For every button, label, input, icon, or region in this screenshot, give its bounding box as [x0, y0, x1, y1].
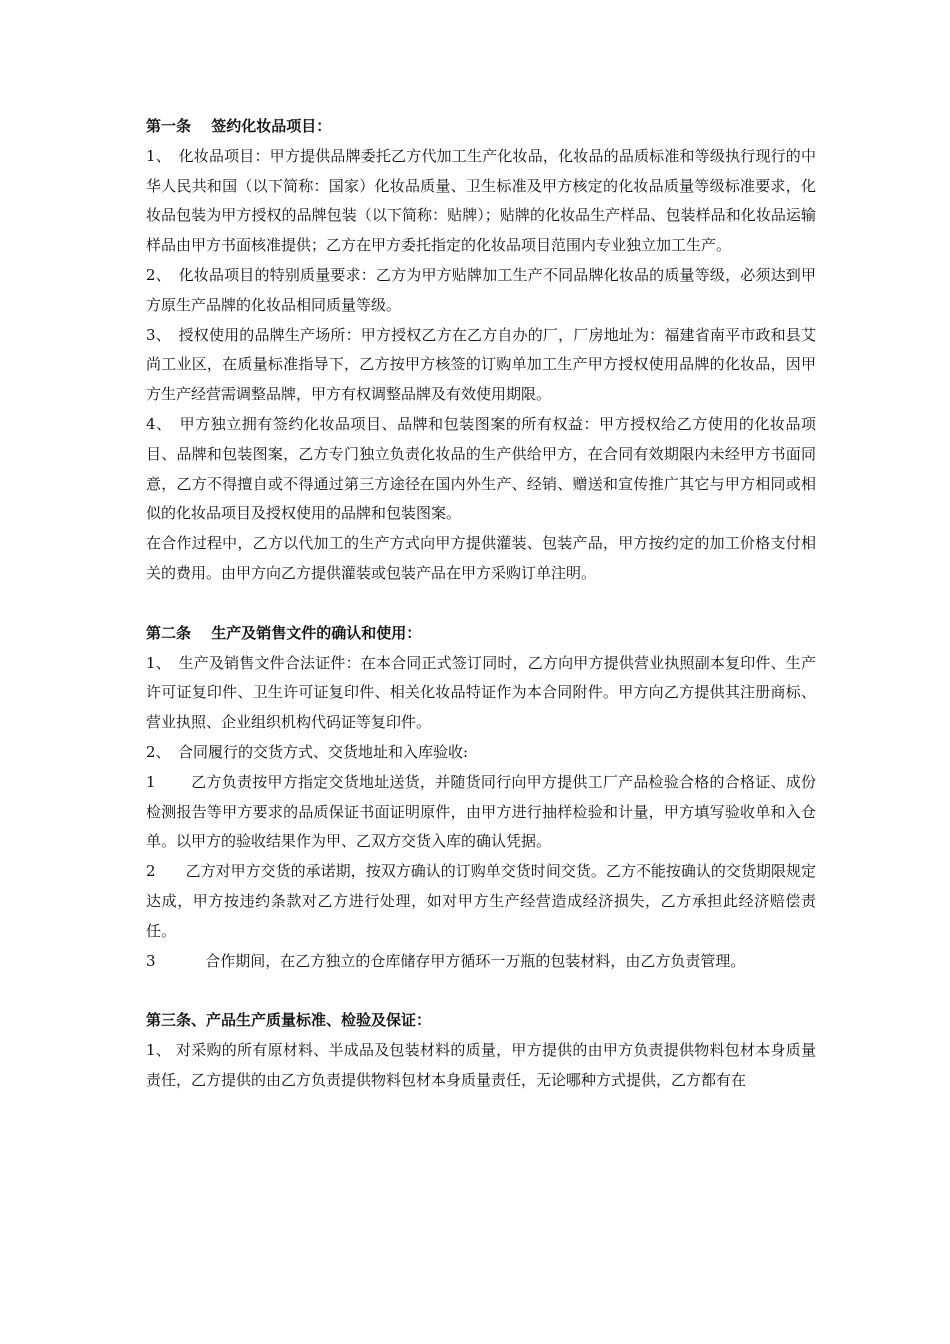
article-1-paragraph: 在合作过程中，乙方以代加工的生产方式向甲方提供灌装、包装产品，甲方按约定的加工价格支付相关的费用。由甲方向乙方提供灌装或包装产品在甲方采购订单注明。 [146, 534, 816, 582]
article-1-item-2: 2、 化妆品项目的特别质量要求：乙方为甲方贴牌加工生产不同品牌化妆品的质量等级，必须达到甲方原生产品牌的化妆品相同质量等级。 [146, 265, 816, 314]
article-1-item-3: 3、 授权使用的品牌生产场所：甲方授权乙方在乙方自办的厂，厂房地址为：福建省南平市政和县艾尚工业区，在质量标准指导下，乙方按甲方核签的订购单加工生产甲方授权使用品牌的化妆品，因甲方生产经营需调整品牌，甲方有权调整品牌及有效使用期限。 [146, 325, 816, 404]
article-3-item-1: 1、 对采购的所有原材料、半成品及包装材料的质量，甲方提供的由甲方负责提供物料包材本身质量责任，乙方提供的由乙方负责提供物料包材本身质量责任，无论哪种方式提供，乙方都有在 [146, 1041, 816, 1089]
article-1-heading: 第一条 签约化妆品项目： [146, 117, 332, 135]
article-2-subitem-1: 1 乙方负责按甲方指定交货地址送货，并随货同行向甲方提供工厂产品检验合格的合格证、成份检测报告等甲方要求的品质保证书面证明原件，由甲方进行抽样检验和计量，甲方填写验收单和入仓单。以甲方的验收结果作为甲、乙双方交货入库的确认凭据。 [146, 772, 816, 851]
article-3-heading: 第三条、产品生产质量标准、检验及保证： [146, 1011, 432, 1030]
article-2-item-1: 1、 生产及销售文件合法证件：在本合同正式签订同时，乙方向甲方提供营业执照副本复印件、生产许可证复印件、卫生许可证复印件、相关化妆品特证作为本合同附件。甲方向乙方提供其注册商标、营业执照、企业组织机构代码证等复印件。 [146, 653, 816, 732]
article-2-item-2: 2、 合同履行的交货方式、交货地址和入库验收: [146, 742, 469, 761]
article-2-subitem-3: 3 合作期间，在乙方独立的仓库储存甲方循环一万瓶的包装材料，由乙方负责管理。 [146, 951, 746, 970]
section-spacer [146, 589, 816, 619]
document-page [146, 112, 816, 1096]
article-1-item-1: 1、 化妆品项目：甲方提供品牌委托乙方代加工生产化妆品，化妆品的品质标准和等级执行现行的中华人民共和国（以下简称：国家）化妆品质量、卫生标准及甲方核定的化妆品质量等级标准要求，化妆品包装为甲方授权的品牌包装（以下简称：贴牌）；贴牌的化妆品生产样品、包装样品和化妆品运输样品由甲方书面核准提供；乙方在甲方委托指定的化妆品项目范围内专业独立加工生产。 [146, 146, 816, 255]
article-2-subitem-2: 2 乙方对甲方交货的承诺期，按双方确认的订购单交货时间交货。乙方不能按确认的交货期限规定达成，甲方按违约条款对乙方进行处理，如对甲方生产经营造成经济损失，乙方承担此经济赔偿责任。 [146, 862, 816, 940]
article-1-item-4: 4、 甲方独立拥有签约化妆品项目、品牌和包装图案的所有权益：甲方授权给乙方使用的化妆品项目、品牌和包装图案，乙方专门独立负责化妆品的生产供给甲方，在合同有效期限内未经甲方书面同意，乙方不得擅自或不得通过第三方途径在国内外生产、经销、赠送和宣传推广其它与甲方相同或相似的化妆品项目及授权使用的品牌和包装图案。 [146, 414, 816, 523]
section-spacer [146, 976, 816, 1006]
article-2-heading: 第二条 生产及销售文件的确认和使用： [146, 623, 422, 642]
